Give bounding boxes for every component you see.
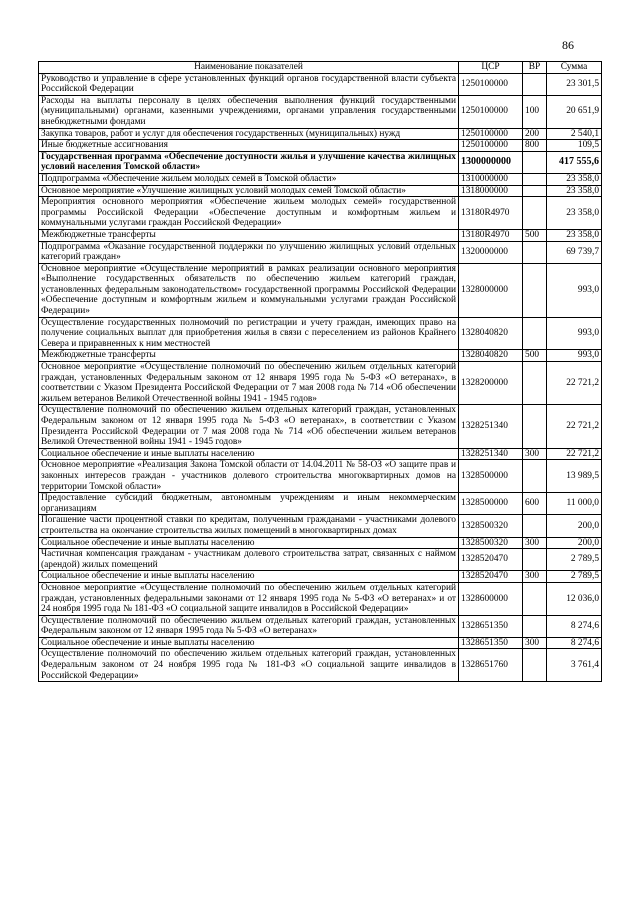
row-name: Социальное обеспечение и иные выплаты населению — [39, 537, 459, 549]
row-csr: 1250100000 — [459, 128, 523, 140]
row-vr — [523, 460, 547, 493]
row-name: Руководство и управление в сфере установленных функций органов государственной власти субъекта Российской Федерации — [39, 73, 459, 95]
table-header-row — [39, 62, 602, 74]
header-sum: Сумма — [547, 62, 602, 74]
row-name: Межбюджетные трансферты — [39, 229, 459, 241]
row-sum: 2 789,5 — [547, 571, 602, 583]
table-row — [39, 537, 602, 549]
table-row — [39, 73, 602, 95]
row-vr: 500 — [523, 350, 547, 362]
row-sum: 13 989,5 — [547, 460, 602, 493]
row-csr: 1328600000 — [459, 582, 523, 615]
row-csr: 1250100000 — [459, 140, 523, 152]
row-vr — [523, 197, 547, 230]
row-csr: 1328651350 — [459, 615, 523, 637]
row-vr — [523, 615, 547, 637]
row-sum: 8 274,6 — [547, 615, 602, 637]
row-vr — [523, 317, 547, 350]
row-vr — [523, 263, 547, 317]
row-sum: 2 789,5 — [547, 549, 602, 571]
row-csr: 1250100000 — [459, 73, 523, 95]
row-name: Осуществление полномочий по обеспечению жильем отдельных категорий граждан, установленных Федеральным законом от 12 января 1995 года № 5-ФЗ «О ветеранах», в соответствии с Указом Президента Российской Федерации от 7 мая 2008 года № 714 «Об обеспечении жильем ветеранов Великой Отечественной войны 1941 - 1945 годов» — [39, 405, 459, 448]
table-row — [39, 448, 602, 460]
table-row — [39, 649, 602, 682]
row-csr: 1320000000 — [459, 241, 523, 263]
row-sum: 200,0 — [547, 515, 602, 537]
row-name: Социальное обеспечение и иные выплаты населению — [39, 571, 459, 583]
row-sum: 20 651,9 — [547, 95, 602, 128]
row-sum: 8 274,6 — [547, 637, 602, 649]
table-row — [39, 140, 602, 152]
table-row — [39, 241, 602, 263]
row-sum: 993,0 — [547, 350, 602, 362]
row-vr: 600 — [523, 493, 547, 515]
row-sum: 109,5 — [547, 140, 602, 152]
row-name: Основное мероприятие «Осуществление полномочий по обеспечению жильем отдельных категорий граждан, установленных федеральными законами от 12 января 1995 года № 5-ФЗ «О ветеранах» и от 24 ноября 1995 года № 181-ФЗ «О социальной защите инвалидов в Российской Федерации» — [39, 582, 459, 615]
row-vr — [523, 241, 547, 263]
row-vr — [523, 549, 547, 571]
table-body — [39, 73, 602, 682]
table-row — [39, 173, 602, 185]
table-row — [39, 582, 602, 615]
row-vr — [523, 151, 547, 173]
row-csr: 13180R4970 — [459, 229, 523, 241]
table-row — [39, 263, 602, 317]
row-vr: 500 — [523, 229, 547, 241]
row-sum: 993,0 — [547, 263, 602, 317]
row-sum: 69 739,7 — [547, 241, 602, 263]
row-sum: 2 540,1 — [547, 128, 602, 140]
row-name: Социальное обеспечение и иные выплаты населению — [39, 448, 459, 460]
row-sum: 23 358,0 — [547, 173, 602, 185]
row-name: Мероприятия основного мероприятия «Обеспечение жильем молодых семей» государственной программы Российской Федерации «Обеспечение доступным и комфортным жильем и коммунальными услугами граждан Российской Федерации» — [39, 197, 459, 230]
table-row — [39, 515, 602, 537]
row-vr — [523, 185, 547, 197]
table-row — [39, 549, 602, 571]
row-name: Основное мероприятие «Реализация Закона Томской области от 14.04.2011 № 58-ОЗ «О защите прав и законных интересов граждан - участников долевого строительства многоквартирных домов на территории Томской области» — [39, 460, 459, 493]
page-number: 86 — [562, 38, 574, 52]
row-name: Погашение части процентной ставки по кредитам, полученным гражданами - участниками долевого строительства на окончание строительства жилых помещений в многоквартирных домах — [39, 515, 459, 537]
row-csr: 1328520470 — [459, 549, 523, 571]
row-sum: 3 761,4 — [547, 649, 602, 682]
row-vr: 300 — [523, 448, 547, 460]
row-name: Иные бюджетные ассигнования — [39, 140, 459, 152]
row-vr: 800 — [523, 140, 547, 152]
row-name: Осуществление государственных полномочий по регистрации и учету граждан, имеющих право на получение социальных выплат для приобретения жилья в связи с переселением из районов Крайнего Севера и приравненных к ним местностей — [39, 317, 459, 350]
row-sum: 12 036,0 — [547, 582, 602, 615]
row-sum: 22 721,2 — [547, 362, 602, 405]
row-name: Основное мероприятие «Улучшение жилищных условий молодых семей Томской области» — [39, 185, 459, 197]
table-row — [39, 362, 602, 405]
row-sum: 22 721,2 — [547, 448, 602, 460]
row-csr: 1328040820 — [459, 317, 523, 350]
row-vr — [523, 515, 547, 537]
table-row — [39, 350, 602, 362]
row-name: Межбюджетные трансферты — [39, 350, 459, 362]
header-vr: ВР — [523, 62, 547, 74]
row-csr: 1310000000 — [459, 173, 523, 185]
header-csr: ЦСР — [459, 62, 523, 74]
row-vr — [523, 173, 547, 185]
row-name: Основное мероприятие «Осуществление мероприятий в рамках реализации основного мероприятия «Выполнение государственных обязательств по обеспечению жильем категорий граждан, установленных федеральным законодательством» государственной программы Российской Федерации «Обеспечение доступным и комфортным жильем и коммунальными услугами граждан Российской Федерации» — [39, 263, 459, 317]
row-csr: 1328251340 — [459, 448, 523, 460]
table-row — [39, 95, 602, 128]
row-sum: 23 301,5 — [547, 73, 602, 95]
row-sum: 23 358,0 — [547, 185, 602, 197]
row-csr: 1328651350 — [459, 637, 523, 649]
row-vr — [523, 73, 547, 95]
row-csr: 1328500320 — [459, 537, 523, 549]
row-vr: 100 — [523, 95, 547, 128]
table-row — [39, 615, 602, 637]
row-vr — [523, 362, 547, 405]
row-name: Подпрограмма «Обеспечение жильем молодых семей в Томской области» — [39, 173, 459, 185]
row-name: Частичная компенсация гражданам - участникам долевого строительства затрат, связанных с наймом (арендой) жилых помещений — [39, 549, 459, 571]
table-row — [39, 637, 602, 649]
row-vr: 300 — [523, 537, 547, 549]
row-vr: 200 — [523, 128, 547, 140]
table-row — [39, 317, 602, 350]
table-row — [39, 493, 602, 515]
row-name: Расходы на выплаты персоналу в целях обеспечения выполнения функций государственными (муниципальными) органами, казенными учреждениями, органами управления государственными внебюджетными фондами — [39, 95, 459, 128]
table-row — [39, 185, 602, 197]
budget-table — [38, 61, 602, 682]
row-sum: 11 000,0 — [547, 493, 602, 515]
table-row — [39, 571, 602, 583]
row-name: Подпрограмма «Оказание государственной поддержки по улучшению жилищных условий отдельных категорий граждан» — [39, 241, 459, 263]
row-sum: 993,0 — [547, 317, 602, 350]
row-sum: 23 358,0 — [547, 229, 602, 241]
row-sum: 417 555,6 — [547, 151, 602, 173]
row-name: Осуществление полномочий по обеспечению жильем отдельных категорий граждан, установленных Федеральным законом от 24 ноября 1995 года № 181-ФЗ «О социальной защите инвалидов в Российской Федерации» — [39, 649, 459, 682]
row-csr: 13180R4970 — [459, 197, 523, 230]
row-vr — [523, 582, 547, 615]
row-vr: 300 — [523, 571, 547, 583]
row-name: Социальное обеспечение и иные выплаты населению — [39, 637, 459, 649]
row-sum: 22 721,2 — [547, 405, 602, 448]
row-vr: 300 — [523, 637, 547, 649]
row-csr: 1328040820 — [459, 350, 523, 362]
row-csr: 1328200000 — [459, 362, 523, 405]
row-csr: 1328000000 — [459, 263, 523, 317]
table-row — [39, 460, 602, 493]
table-row — [39, 197, 602, 230]
row-csr: 1328520470 — [459, 571, 523, 583]
row-csr: 1328500000 — [459, 493, 523, 515]
row-csr: 1318000000 — [459, 185, 523, 197]
row-csr: 1300000000 — [459, 151, 523, 173]
row-name: Государственная программа «Обеспечение доступности жилья и улучшение качества жилищных условий населения Томской области» — [39, 151, 459, 173]
row-name: Предоставление субсидий бюджетным, автономным учреждениям и иным некоммерческим организациям — [39, 493, 459, 515]
row-csr: 1328500320 — [459, 515, 523, 537]
row-vr — [523, 405, 547, 448]
table-row — [39, 229, 602, 241]
table-row — [39, 405, 602, 448]
row-name: Осуществление полномочий по обеспечению жильем отдельных категорий граждан, установленных Федеральным законом от 12 января 1995 года № 5-ФЗ «О ветеранах» — [39, 615, 459, 637]
row-csr: 1328651760 — [459, 649, 523, 682]
row-sum: 23 358,0 — [547, 197, 602, 230]
header-name: Наименование показателей — [39, 62, 459, 74]
row-name: Закупка товаров, работ и услуг для обеспечения государственных (муниципальных) нужд — [39, 128, 459, 140]
row-vr — [523, 649, 547, 682]
row-sum: 200,0 — [547, 537, 602, 549]
table-row — [39, 151, 602, 173]
row-csr: 1328251340 — [459, 405, 523, 448]
row-csr: 1328500000 — [459, 460, 523, 493]
row-csr: 1250100000 — [459, 95, 523, 128]
table-row — [39, 128, 602, 140]
row-name: Основное мероприятие «Осуществление полномочий по обеспечению жильем отдельных категорий граждан, установленных Федеральным законом от 12 января 1995 года № 5-ФЗ «О ветеранах», в соответствии с Указом Президента Российской Федерации от 7 мая 2008 года № 714 «Об обеспечении жильем ветеранов Великой Отечественной войны 1941 - 1945 годов» — [39, 362, 459, 405]
